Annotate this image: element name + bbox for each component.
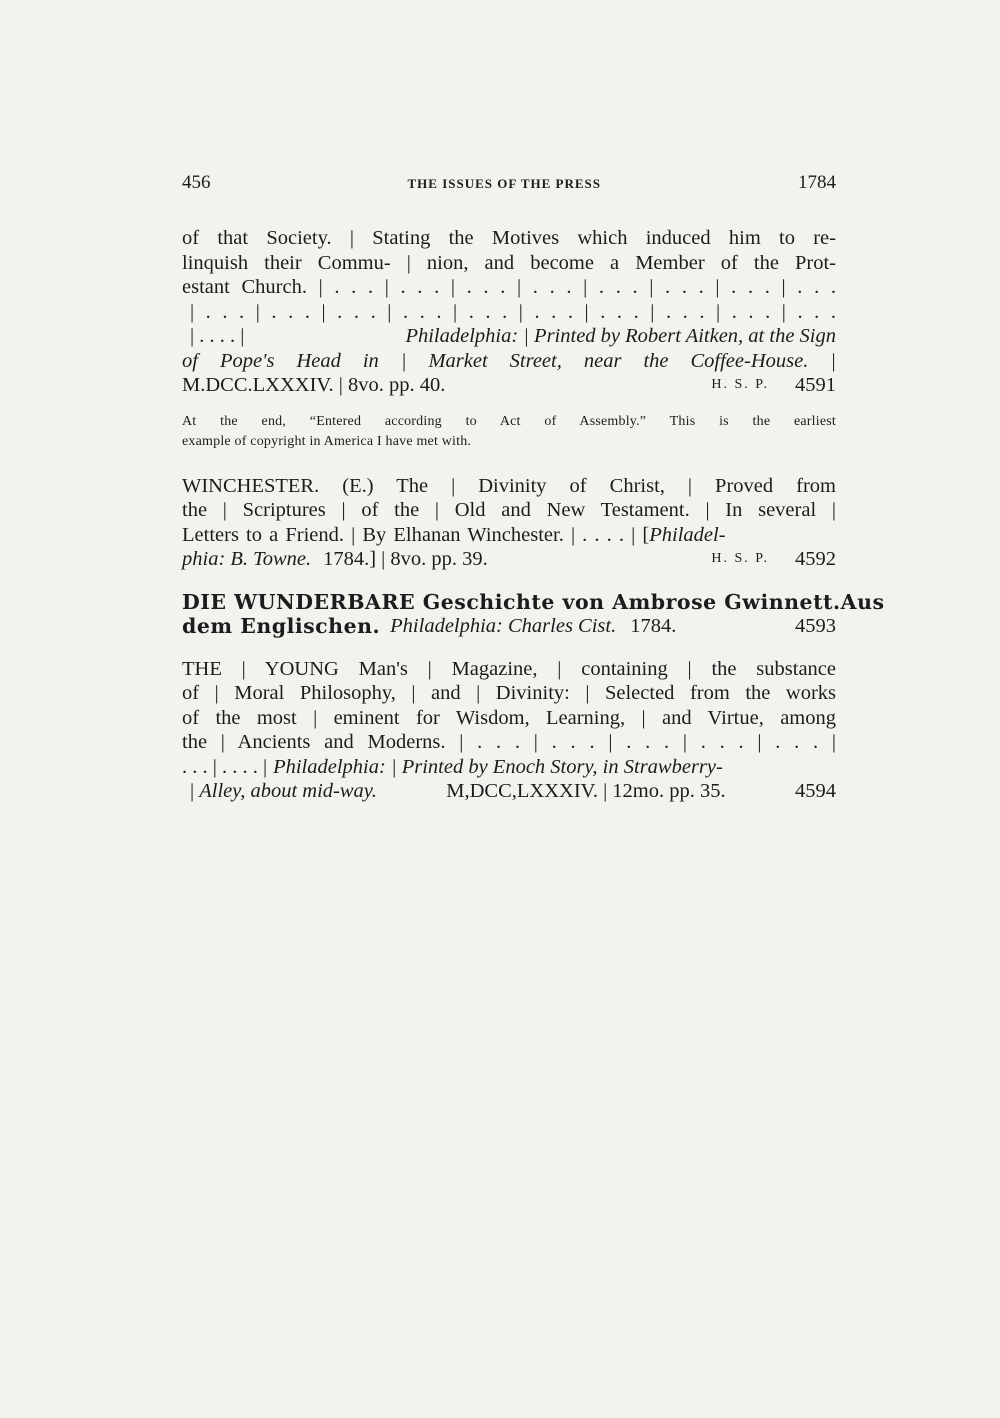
text-line: of that Society. | Stating the Motives which induced him to re- bbox=[182, 227, 836, 249]
imprint-text: Philadelphia: | Printed by Enoch Story, in Strawberry- bbox=[273, 755, 723, 778]
text-line: THE | YOUNG Man's | Magazine, | containing | the substance bbox=[182, 657, 836, 680]
page bbox=[182, 172, 885, 804]
text-line: estant Church. | . . . | . . . | . . . | . . . | . . . | . . . | . . . | . . . bbox=[182, 276, 836, 298]
entry-number: 4591 bbox=[795, 374, 836, 396]
page-number: 456 bbox=[182, 172, 211, 193]
text-line: WINCHESTER. (E.) The | Divinity of Christ, | Proved from bbox=[182, 474, 836, 497]
running-header bbox=[182, 172, 836, 202]
text-line bbox=[182, 614, 836, 639]
text-line: | . . . | . . . | . . . | . . . | . . . | . . . | . . . | . . . | . . . | . . . bbox=[190, 300, 836, 323]
entry-4593 bbox=[182, 589, 885, 639]
text-line bbox=[182, 589, 885, 615]
entry-4591 bbox=[182, 226, 836, 398]
note-line: example of copyright in America I have met with. bbox=[182, 433, 472, 449]
fraktur-text: Aus bbox=[840, 589, 885, 614]
text-line: of the most | eminent for Wisdom, Learning, | and Virtue, among bbox=[182, 706, 836, 729]
entry-4594 bbox=[182, 657, 836, 804]
collation-text: M.DCC.LXXXIV. | 8vo. pp. 40. bbox=[182, 374, 446, 396]
text-line bbox=[182, 547, 836, 572]
entry-number: 4594 bbox=[795, 780, 836, 802]
text-line bbox=[182, 324, 836, 349]
text-line: the | Scriptures | of the | Old and New Testament. | In several | bbox=[182, 499, 836, 521]
entry-number: 4592 bbox=[795, 548, 836, 570]
collation-text: 1784.] | 8vo. pp. 39. bbox=[323, 548, 488, 570]
text-line: of | Moral Philosophy, | and | Divinity: | Selected from the works bbox=[182, 682, 836, 704]
imprint-text: Philadelphia: Charles Cist. bbox=[390, 615, 617, 637]
text-line: of Pope's Head in | Market Street, near the Coffee-House. | bbox=[182, 349, 836, 372]
text-line bbox=[182, 755, 836, 780]
text-line: linquish their Commu- | nion, and become a Member of the Prot- bbox=[182, 251, 836, 274]
collation-text: M,DCC,LXXXIV. | 12mo. pp. 35. bbox=[446, 780, 726, 802]
running-title: THE ISSUES OF THE PRESS bbox=[407, 176, 601, 191]
entry-4592 bbox=[182, 474, 836, 572]
note-line: At the end, “Entered according to Act of Assembly.” This is the earliest bbox=[182, 413, 836, 429]
imprint-text: phia: B. Towne. bbox=[182, 548, 312, 570]
text-segment: | . . . . | bbox=[190, 325, 245, 347]
location-code: H. S. P. bbox=[711, 377, 769, 392]
location-code: H. S. P. bbox=[711, 551, 769, 566]
header-year: 1784 bbox=[797, 172, 836, 193]
text-line bbox=[182, 373, 836, 398]
imprint-year: 1784. bbox=[630, 615, 677, 637]
text-line bbox=[182, 523, 836, 548]
text-segment: . . . | . . . . | bbox=[182, 755, 268, 778]
text-segment bbox=[190, 779, 377, 804]
text-line: the | Ancients and Moderns. | . . . | . . . | . . . | . . . | . . . | bbox=[182, 731, 836, 753]
imprint-text: Philadelphia: | Printed by Robert Aitken, at the Sign bbox=[405, 325, 836, 347]
imprint-text: Philadel- bbox=[649, 523, 726, 546]
note-4591 bbox=[182, 412, 836, 452]
separator: | bbox=[190, 780, 200, 802]
text-segment: Letters to a Friend. | By Elhanan Winchester. | . . . . | [ bbox=[182, 523, 650, 546]
entry-number: 4593 bbox=[795, 615, 836, 637]
fraktur-title: DIE WUNDERBARE Geschichte von Ambrose Gwinnett. bbox=[182, 589, 841, 614]
fraktur-text: dem Englischen. bbox=[182, 614, 381, 638]
imprint-text: Alley, about mid-way. bbox=[199, 780, 377, 802]
text-line bbox=[182, 779, 836, 804]
